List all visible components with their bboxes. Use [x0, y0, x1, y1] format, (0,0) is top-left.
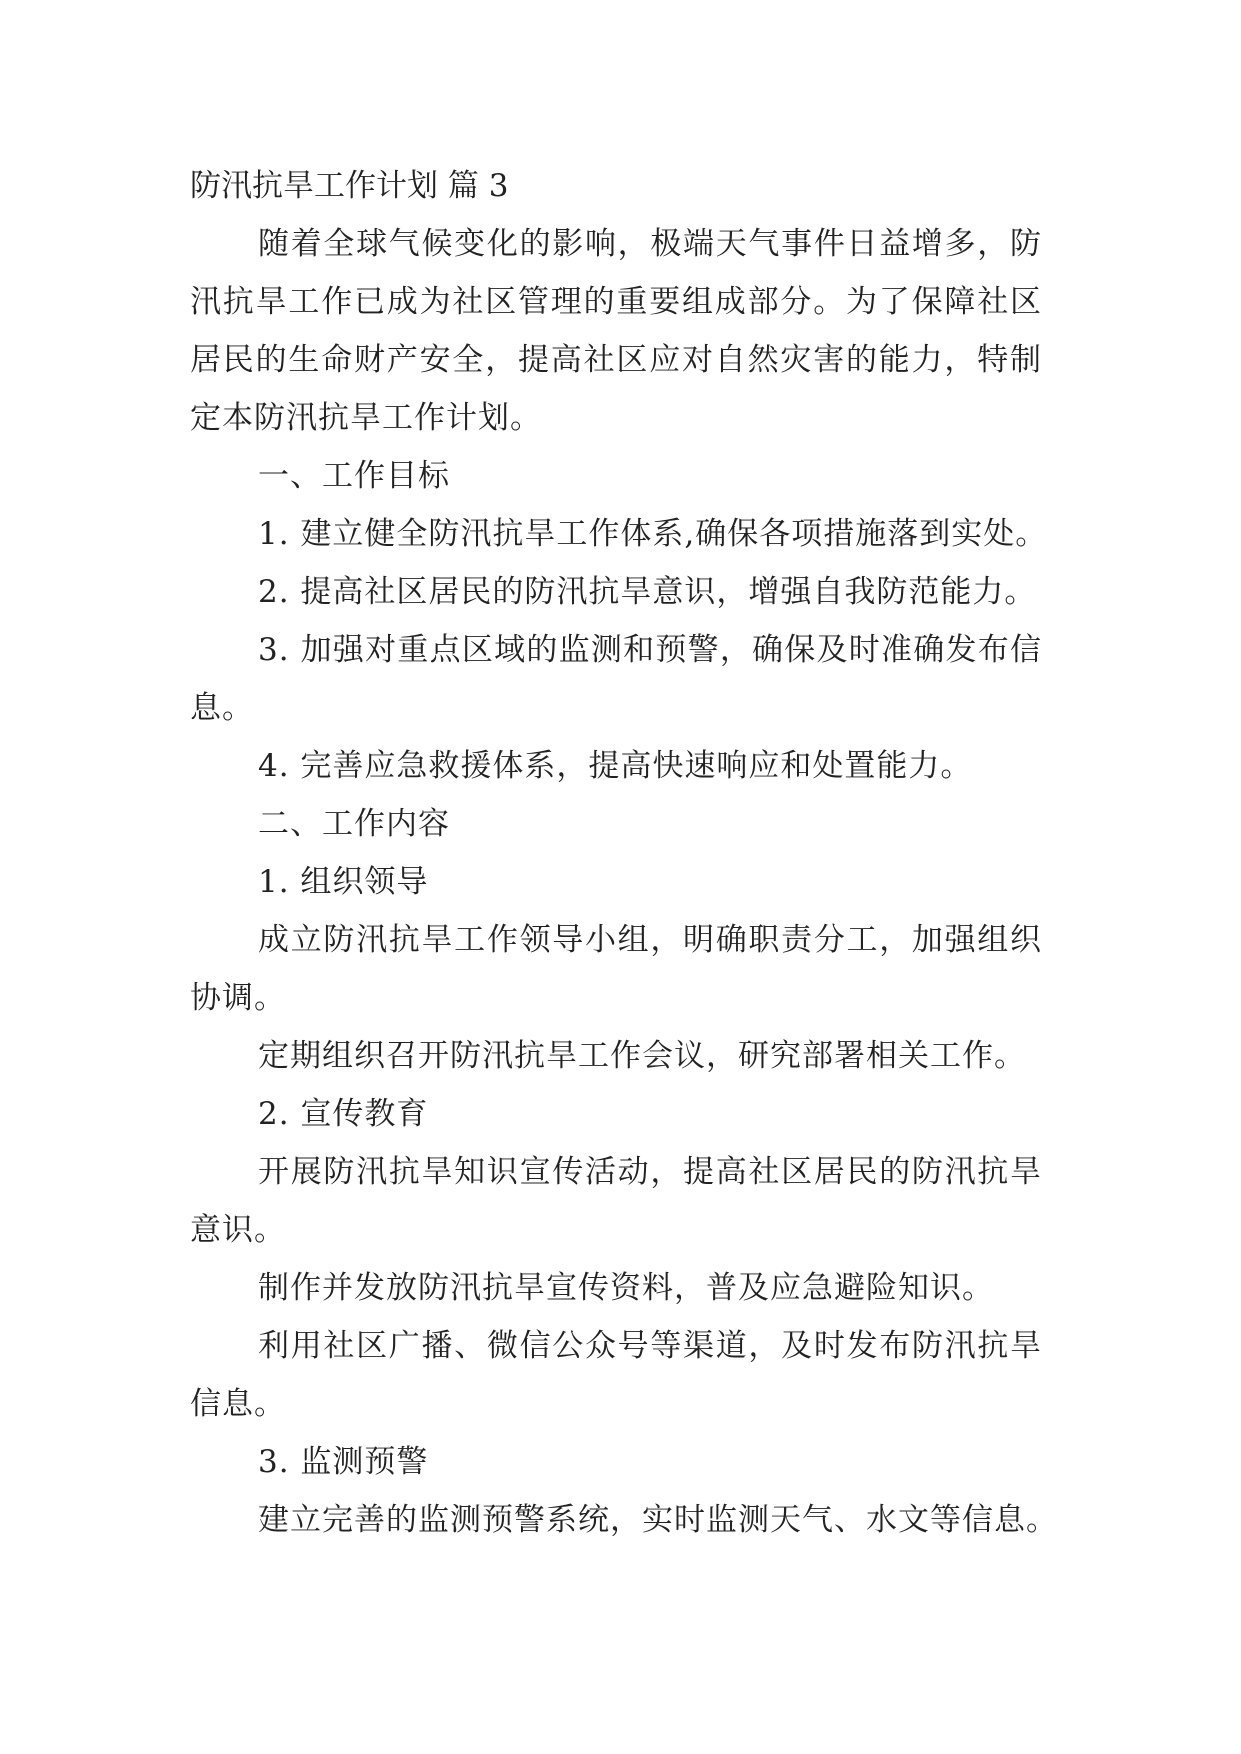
list-item: 1. 建立健全防汛抗旱工作体系,确保各项措施落到实处。: [258, 516, 1048, 552]
paragraph-line: 开展防汛抗旱知识宣传活动，提高社区居民的防汛抗旱: [258, 1154, 1042, 1190]
paragraph-line: 居民的生命财产安全，提高社区应对自然灾害的能力，特制: [190, 342, 1042, 378]
paragraph-line: 汛抗旱工作已成为社区管理的重要组成部分。为了保障社区: [190, 284, 1042, 320]
paragraph-line: 定期组织召开防汛抗旱工作会议，研究部署相关工作。: [258, 1038, 1026, 1074]
subsection-heading: 3. 监测预警: [258, 1444, 429, 1480]
paragraph-line: 随着全球气候变化的影响，极端天气事件日益增多，防: [258, 226, 1042, 262]
paragraph-line: 信息。: [190, 1386, 286, 1422]
paragraph-line: 协调。: [190, 980, 286, 1016]
section-heading: 一、工作目标: [258, 458, 450, 494]
paragraph-line: 利用社区广播、微信公众号等渠道，及时发布防汛抗旱: [258, 1328, 1042, 1364]
paragraph-line: 制作并发放防汛抗旱宣传资料，普及应急避险知识。: [258, 1270, 994, 1306]
list-item-continuation: 息。: [190, 690, 254, 726]
paragraph-line: 成立防汛抗旱工作领导小组，明确职责分工，加强组织: [258, 922, 1042, 958]
document-title: 防汛抗旱工作计划 篇 3: [190, 168, 509, 204]
paragraph-line: 意识。: [190, 1212, 286, 1248]
paragraph-line: 建立完善的监测预警系统，实时监测天气、水文等信息。: [258, 1502, 1058, 1538]
paragraph-line: 定本防汛抗旱工作计划。: [190, 400, 542, 436]
list-item: 2. 提高社区居民的防汛抗旱意识，增强自我防范能力。: [258, 574, 1037, 610]
section-heading: 二、工作内容: [258, 806, 450, 842]
subsection-heading: 2. 宣传教育: [258, 1096, 429, 1132]
subsection-heading: 1. 组织领导: [258, 864, 429, 900]
list-item: 3. 加强对重点区域的监测和预警，确保及时准确发布信: [258, 632, 1042, 668]
list-item: 4. 完善应急救援体系，提高快速响应和处置能力。: [258, 748, 973, 784]
